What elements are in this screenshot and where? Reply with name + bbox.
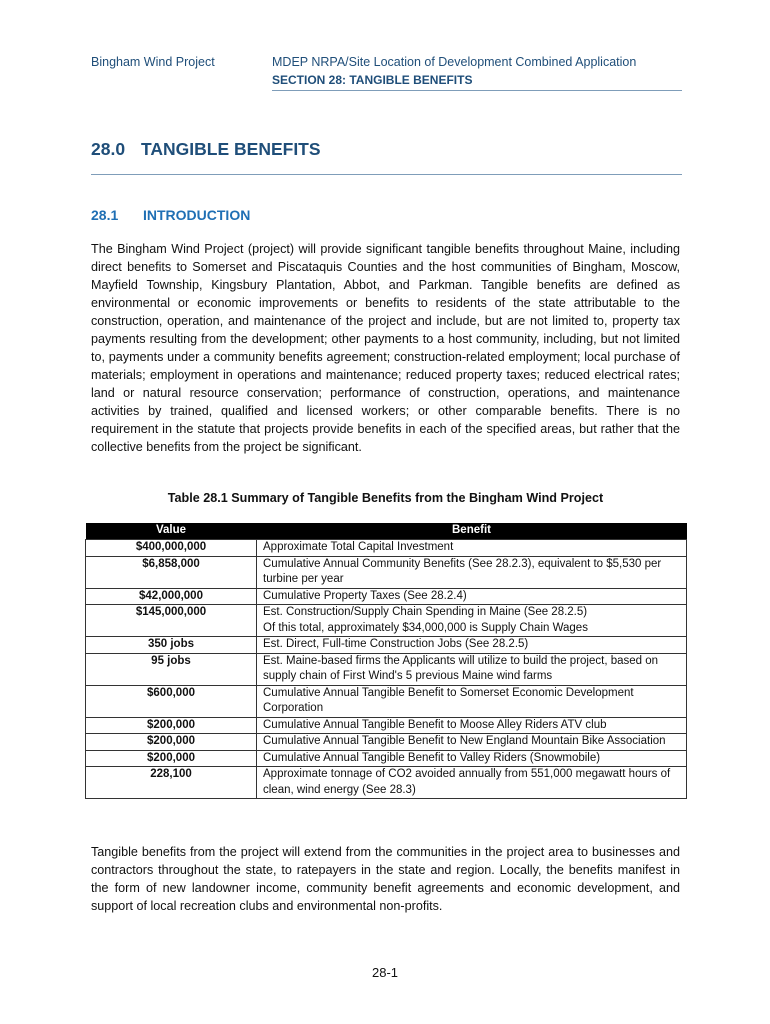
- benefit-subline: Of this total, approximately $34,000,000 is Supply Chain Wages: [263, 621, 588, 634]
- table-row: [86, 734, 687, 751]
- section-divider: [91, 174, 682, 175]
- value-cell: $400,000,000: [86, 540, 257, 557]
- value-cell: $6,858,000: [86, 556, 257, 588]
- subsection-heading: [91, 207, 250, 223]
- benefits-table: [85, 523, 687, 799]
- benefit-cell: Est. Direct, Full-time Construction Jobs (See 28.2.5): [257, 637, 687, 654]
- value-cell: 350 jobs: [86, 637, 257, 654]
- value-cell: $200,000: [86, 717, 257, 734]
- benefit-line: Est. Construction/Supply Chain Spending in Maine (See 28.2.5): [263, 606, 588, 618]
- table-row: [86, 556, 687, 588]
- benefit-cell: Cumulative Annual Tangible Benefit to Valley Riders (Snowmobile): [257, 750, 687, 767]
- value-cell: $200,000: [86, 750, 257, 767]
- table-row: [86, 540, 687, 557]
- closing-paragraph: Tangible benefits from the project will extend from the communities in the project area to businesses and contractors throughout the state, to ratepayers in the state and region. Locally, the benefits manifest in the form of new landowner income, community benefit agreements and economic development, and support of local recreation clubs and environmental non-profits.: [91, 845, 680, 913]
- benefit-cell: Est. Maine-based firms the Applicants will utilize to build the project, based on supply chain of First Wind's 5 previous Maine wind farms: [257, 653, 687, 685]
- value-cell: $200,000: [86, 734, 257, 751]
- benefit-cell: Cumulative Annual Community Benefits (See 28.2.3), equivalent to $5,530 per turbine per year: [257, 556, 687, 588]
- header-application-title: [272, 55, 636, 87]
- table-row: [86, 685, 687, 717]
- intro-paragraph: The Bingham Wind Project (project) will provide significant tangible benefits throughout Maine, including direct benefits to Somerset and Piscataquis Counties and the host communities of Bingham, Moscow, Mayfield Township, Kingsbury Plantation, Abbot, and Parkman. Tangible benefits are defined as environmental or economic improvements or benefits to residents of the state attributable to the construction, operation, and maintenance of the project and include, but are not limited to, property tax payments resulting from the development; other payments to a host community, including, but not limited to, payments under a community benefits agreement; construction-related employment; local purchase of materials; employment in operations and maintenance; reduced property taxes; reduced electrical rates; land or natural resource conservation; performance of construction, operations, and maintenance activities by trained, qualified and licensed workers; or other comparable benefits. There is no requirement in the statute that projects provide benefits in each of the specified areas, but rather that the collective benefits from the project be significant.: [91, 242, 680, 454]
- benefit-cell: Cumulative Annual Tangible Benefit to Somerset Economic Development Corporation: [257, 685, 687, 717]
- value-cell: $600,000: [86, 685, 257, 717]
- benefit-cell: Cumulative Property Taxes (See 28.2.4): [257, 588, 687, 605]
- page-number: 28-1: [371, 965, 399, 980]
- section-heading: [91, 139, 321, 160]
- benefit-cell: [257, 605, 687, 637]
- subsection-title: INTRODUCTION: [143, 207, 251, 223]
- section-title: TANGIBLE BENEFITS: [141, 139, 321, 159]
- header-application-name: MDEP NRPA/Site Location of Development Combined Application: [272, 55, 637, 69]
- section-number: 28.0: [91, 139, 126, 159]
- table-header-row: [86, 523, 687, 540]
- table-row: [86, 717, 687, 734]
- benefit-cell: Cumulative Annual Tangible Benefit to New England Mountain Bike Association: [257, 734, 687, 751]
- table-row: [86, 637, 687, 654]
- table-caption: Table 28.1 Summary of Tangible Benefits from the Bingham Wind Project: [167, 491, 604, 505]
- header-section-name: SECTION 28: TANGIBLE BENEFITS: [272, 73, 473, 87]
- benefit-column-header: Benefit: [257, 523, 687, 540]
- header-divider: [272, 90, 682, 91]
- value-cell: 228,100: [86, 767, 257, 799]
- benefit-cell: Approximate tonnage of CO2 avoided annually from 551,000 megawatt hours of clean, wind energy (See 28.3): [257, 767, 687, 799]
- table-row: [86, 767, 687, 799]
- table-row: [86, 750, 687, 767]
- value-cell: 95 jobs: [86, 653, 257, 685]
- table-row: [86, 653, 687, 685]
- value-column-header: Value: [86, 523, 257, 540]
- header-project-name: Bingham Wind Project: [91, 55, 215, 69]
- benefit-cell: Cumulative Annual Tangible Benefit to Moose Alley Riders ATV club: [257, 717, 687, 734]
- table-row: [86, 605, 687, 637]
- value-cell: $42,000,000: [86, 588, 257, 605]
- benefit-cell: Approximate Total Capital Investment: [257, 540, 687, 557]
- subsection-number: 28.1: [91, 207, 119, 223]
- value-cell: $145,000,000: [86, 605, 257, 637]
- table-row: [86, 588, 687, 605]
